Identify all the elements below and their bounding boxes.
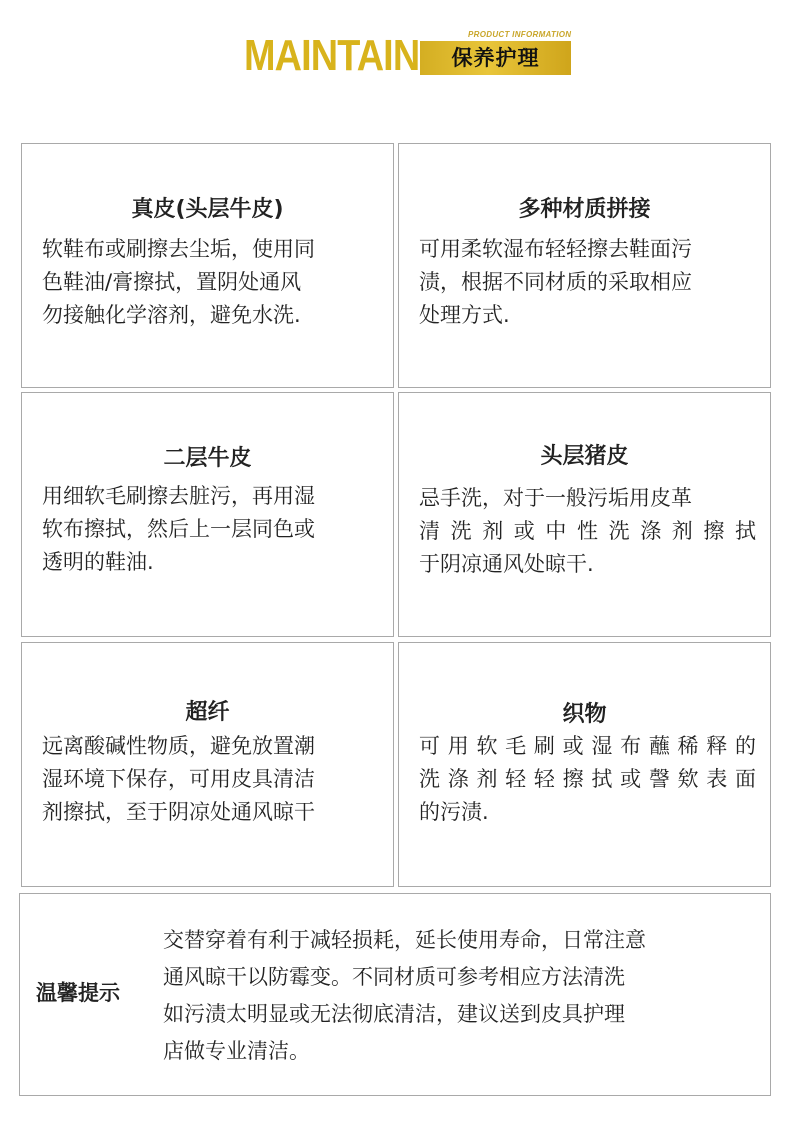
card-text-line: 可用柔软湿布轻轻擦去鞋面污 [419, 237, 692, 261]
subtitle-english: PRODUCT INFORMATION [468, 30, 572, 39]
care-card-genuine-leather [21, 143, 394, 388]
card-text [42, 480, 379, 579]
card-text-line: 用细软毛刷擦去脏污，再用湿 [42, 484, 315, 508]
tip-text [163, 922, 748, 1070]
card-title: 头层猪皮 [540, 444, 629, 469]
card-text-line: 于阴凉通风处晾干. [419, 552, 594, 576]
card-text-line: 忌手洗，对于一般污垢用皮革 [419, 486, 692, 510]
card-text [419, 482, 756, 581]
care-card-microfiber [21, 642, 394, 887]
card-title: 超纤 [185, 700, 230, 725]
tip-text-line: 如污渍太明显或无法彻底清洁，建议送到皮具护理 [163, 1002, 625, 1026]
card-title: 二层牛皮 [163, 446, 252, 471]
care-card-pigskin [398, 392, 771, 637]
tip-text-line: 店做专业清洁。 [163, 1039, 310, 1063]
card-text [42, 730, 379, 829]
card-text [419, 730, 756, 829]
care-card-split-leather [21, 392, 394, 637]
card-title: 真皮(头层牛皮) [131, 197, 284, 222]
card-text-line: 湿环境下保存，可用皮具清洁 [42, 767, 315, 791]
card-title: 织物 [562, 702, 607, 727]
card-text-line: 渍，根据不同材质的采取相应 [419, 270, 692, 294]
brand-title: MAINTAIN [244, 31, 420, 80]
care-card-fabric [398, 642, 771, 887]
section-badge [420, 41, 571, 75]
warm-tip-box [19, 893, 771, 1096]
card-text-line: 软鞋布或刷擦去尘垢，使用同 [42, 237, 315, 261]
tip-label: 温馨提示 [36, 981, 120, 1005]
card-text-line: 处理方式. [419, 303, 510, 327]
card-text-line: 洗涤剂轻轻擦拭或謦欸表面 [419, 767, 756, 791]
card-text-line: 透明的鞋油. [42, 550, 154, 574]
tip-text-line: 通风晾干以防霉变。不同材质可参考相应方法清洗 [163, 965, 625, 989]
card-text-line: 的污渍. [419, 800, 489, 824]
card-text [42, 233, 379, 332]
card-text-line: 清洗剂或中性洗涤剂擦拭 [419, 519, 756, 543]
card-text-line: 可用软毛刷或湿布蘸稀释的 [419, 734, 756, 758]
card-text [419, 233, 756, 332]
badge-label: 保养护理 [451, 46, 540, 70]
card-title: 多种材质拼接 [518, 197, 651, 222]
card-text-line: 色鞋油/膏擦拭，置阴处通风 [42, 270, 302, 294]
card-text-line: 远离酸碱性物质，避免放置潮 [42, 734, 315, 758]
header [0, 0, 790, 100]
card-text-line: 勿接触化学溶剂，避免水洗. [42, 303, 301, 327]
card-text-line: 剂擦拭，至于阴凉处通风晾干 [42, 800, 315, 824]
tip-text-line: 交替穿着有利于减轻损耗，延长使用寿命，日常注意 [163, 928, 646, 952]
card-text-line: 软布擦拭，然后上一层同色或 [42, 517, 315, 541]
care-card-mixed-materials [398, 143, 771, 388]
